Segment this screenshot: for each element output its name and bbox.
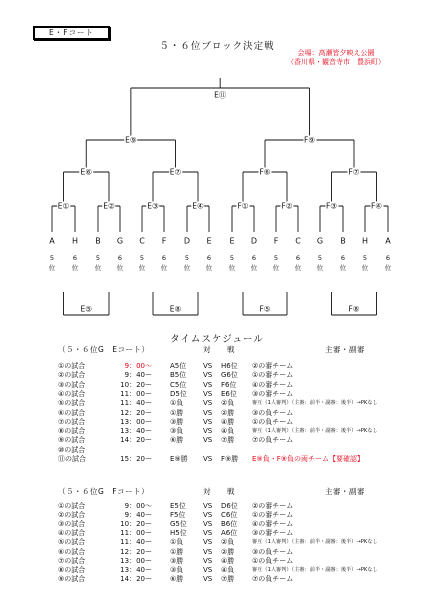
start-time: 12：20ー <box>120 408 152 417</box>
game-number: ⑤の試合 <box>58 399 86 408</box>
game-number: ②の試合 <box>58 511 86 520</box>
team-home: ⑥勝 <box>170 436 184 445</box>
match-label-round1: E② <box>103 201 115 211</box>
game-number: ⑥の試合 <box>58 547 86 556</box>
referee-team: ⑦の負チーム <box>252 574 294 583</box>
start-time: 11：00ー <box>120 529 152 538</box>
team-letter: D <box>250 236 258 246</box>
team-home: ①負 <box>170 538 184 547</box>
game-number: ③の試合 <box>58 380 86 389</box>
referee-team: ⑦の負チーム <box>252 436 294 445</box>
team-away: F6位 <box>221 380 237 389</box>
team-home: E5位 <box>170 502 186 510</box>
match-label-consolation: F⑧ <box>348 304 360 314</box>
team-away: D6位 <box>221 502 238 510</box>
team-rank-number: 5 <box>184 254 190 262</box>
start-time: 13：00ー <box>120 417 152 426</box>
team-rank-number: 5 <box>317 254 323 262</box>
team-letter: B <box>340 236 346 246</box>
team-rank-suffix: 位 <box>294 264 302 272</box>
versus-label: VS <box>203 556 213 565</box>
start-time: 11：00ー <box>120 389 152 398</box>
schedule-row <box>0 538 434 547</box>
team-home: ③勝 <box>170 417 184 426</box>
match-label-round2: E⑥ <box>80 167 92 177</box>
schedule-title: タイムスケジュール <box>170 334 264 345</box>
versus-label: VS <box>203 427 213 436</box>
schedule-row <box>0 436 434 445</box>
game-number: ⑨の試合 <box>58 574 86 583</box>
team-rank-number: 6 <box>385 254 391 262</box>
team-letter: H <box>361 236 369 246</box>
game-number: ⑦の試合 <box>58 556 86 565</box>
team-rank-suffix: 位 <box>138 264 146 272</box>
team-letter: A <box>385 236 391 246</box>
page-title: ５・６位ブロック決定戦 <box>159 41 275 52</box>
versus-label: VS <box>203 399 213 408</box>
team-home: A5位 <box>170 362 187 370</box>
game-number: ③の試合 <box>58 520 86 529</box>
team-letter: G <box>316 236 324 246</box>
versus-label: VS <box>203 362 213 370</box>
start-time: 9：00〜 <box>124 502 152 510</box>
team-letter: C <box>139 236 145 246</box>
team-away: A6位 <box>221 529 238 538</box>
team-rank-number: 5 <box>49 254 55 262</box>
schedule-row <box>0 575 434 584</box>
versus-label: VS <box>203 538 213 547</box>
game-number: ⑦の試合 <box>58 417 86 426</box>
start-time: 14：20ー <box>120 574 152 583</box>
referee-team: ②の審チーム <box>252 502 294 510</box>
schedule-row <box>0 409 434 418</box>
referee-team: ③の負チーム <box>252 547 294 556</box>
schedule-row <box>0 557 434 566</box>
team-letter: H <box>71 236 79 246</box>
referee-team: 審互（1人審判）（主審：前半・副審：後半）→PKなし <box>252 400 378 407</box>
team-away: ④勝 <box>221 556 235 565</box>
team-rank-suffix: 位 <box>71 264 79 272</box>
team-rank-number: 5 <box>95 254 101 262</box>
team-away: F⑨勝 <box>221 455 239 463</box>
game-number: ⑥の試合 <box>58 408 86 417</box>
schedule-row <box>0 418 434 427</box>
team-rank-suffix: 位 <box>228 264 236 272</box>
start-time: 9：40ー <box>124 511 152 520</box>
referee-team: E⑨負・F⑨負の両チーム【要確認】 <box>252 455 364 463</box>
team-away: B6位 <box>221 520 238 529</box>
team-home: ③勝 <box>170 556 184 565</box>
schedule-row <box>0 446 434 455</box>
schedule-row <box>0 427 434 436</box>
team-letter: B <box>95 236 101 246</box>
start-time: 14：20ー <box>120 436 152 445</box>
game-number: ①の試合 <box>58 362 86 370</box>
team-rank-suffix: 位 <box>183 264 191 272</box>
team-letter: G <box>116 236 124 246</box>
referee-team: ①の審チーム <box>252 371 294 380</box>
versus-label: VS <box>203 371 213 380</box>
referee-team: ④の審チーム <box>252 520 294 529</box>
schedule-row <box>0 381 434 390</box>
schedule-row <box>0 371 434 380</box>
match-label-semi: F⑨ <box>303 135 316 145</box>
referee-team: 審互（1人審判）（主審：前半・副審：後半）→PKなし <box>252 566 378 573</box>
match-label-final: E⑪ <box>214 90 227 100</box>
team-rank-suffix: 位 <box>384 264 392 272</box>
game-number: ②の試合 <box>58 371 86 380</box>
team-away: ④負 <box>221 427 235 436</box>
start-time: 15：20ー <box>120 455 152 463</box>
schedule-match-header: 対 戦 <box>203 487 235 496</box>
referee-team: ②の審チーム <box>252 362 294 370</box>
team-home: B5位 <box>170 371 187 380</box>
start-time: 11：40ー <box>120 399 152 408</box>
game-number: ⑨の試合 <box>58 436 86 445</box>
team-away: G6位 <box>221 371 238 380</box>
schedule-row <box>0 502 434 511</box>
versus-label: VS <box>203 511 213 520</box>
team-rank-suffix: 位 <box>316 264 324 272</box>
team-letter: F <box>161 236 167 246</box>
team-rank-suffix: 位 <box>48 264 56 272</box>
match-label-round1: E④ <box>192 201 204 211</box>
start-time: 10：20ー <box>120 380 152 389</box>
game-number: ⑩の試合 <box>58 445 86 454</box>
referee-team: 審互（1人審判）（主審：前半・副審：後半）→PKなし <box>252 428 378 435</box>
versus-label: VS <box>203 455 213 463</box>
match-label-round2: F⑦ <box>348 167 360 177</box>
versus-label: VS <box>203 547 213 556</box>
match-label-round1: F③ <box>325 201 338 211</box>
referee-team: 審互（1人審判）（主審：前半・副審：後半）→PKなし <box>252 539 378 546</box>
versus-label: VS <box>203 502 213 510</box>
team-rank-suffix: 位 <box>339 264 347 272</box>
schedule-row <box>0 529 434 538</box>
versus-label: VS <box>203 389 213 398</box>
referee-team: ①の負チーム <box>252 417 294 426</box>
team-away: E6位 <box>221 389 237 398</box>
game-number: ①の試合 <box>58 502 86 510</box>
team-away: ②勝 <box>221 408 235 417</box>
team-rank-suffix: 位 <box>116 264 124 272</box>
team-away: ⑦勝 <box>221 436 235 445</box>
team-home: ①負 <box>170 399 184 408</box>
team-letter: E <box>229 236 235 246</box>
team-rank-number: 6 <box>161 254 167 262</box>
start-time: 9：00〜 <box>124 362 152 370</box>
game-number: ⑧の試合 <box>58 427 86 436</box>
game-number: ⑧の試合 <box>58 565 86 574</box>
court-tag: E・Fコート <box>33 26 110 40</box>
match-label-round2: E⑦ <box>169 167 182 177</box>
match-label-consolation: E⑧ <box>169 304 182 314</box>
venue-name: 会場：高瀬皆夕映え公園 <box>297 49 375 57</box>
team-rank-number: 6 <box>295 254 301 262</box>
team-rank-number: 6 <box>251 254 257 262</box>
team-home: ⑥勝 <box>170 574 184 583</box>
team-away: ④負 <box>221 565 235 574</box>
match-label-semi: E⑨ <box>125 135 137 145</box>
team-away: H6位 <box>221 362 238 370</box>
team-home: C5位 <box>170 380 187 389</box>
team-home: G5位 <box>170 520 187 529</box>
schedule-row <box>0 520 434 529</box>
team-rank-number: 5 <box>139 254 145 262</box>
team-rank-number: 5 <box>273 254 279 262</box>
team-rank-suffix: 位 <box>94 264 102 272</box>
team-rank-suffix: 位 <box>250 264 258 272</box>
team-letter: C <box>295 236 301 246</box>
versus-label: VS <box>203 520 213 529</box>
start-time: 12：20ー <box>120 547 152 556</box>
match-label-consolation: E⑤ <box>80 304 92 314</box>
start-time: 13：00ー <box>120 556 152 565</box>
team-rank-suffix: 位 <box>361 264 369 272</box>
match-label-round2: F⑥ <box>259 167 271 177</box>
referee-team: ③の負チーム <box>252 408 294 417</box>
start-time: 11：40ー <box>120 538 152 547</box>
venue-location: （香川県・観音寺市 豊浜町） <box>287 57 385 66</box>
team-away: ②勝 <box>221 547 235 556</box>
referee-team: ③の審チーム <box>252 529 294 538</box>
team-letter: D <box>183 236 191 246</box>
team-rank-suffix: 位 <box>160 264 168 272</box>
schedule-group-label: （５・６位G Eコート） <box>58 345 150 354</box>
versus-label: VS <box>203 436 213 445</box>
team-rank-number: 6 <box>117 254 123 262</box>
match-label-round1: E① <box>57 201 70 211</box>
schedule-match-header: 対 戦 <box>203 345 235 354</box>
schedule-row <box>0 399 434 408</box>
versus-label: VS <box>203 408 213 417</box>
schedule-row <box>0 566 434 575</box>
team-away: ②負 <box>221 399 235 408</box>
team-home: E⑨勝 <box>170 455 188 463</box>
versus-label: VS <box>203 565 213 574</box>
team-rank-suffix: 位 <box>205 264 213 272</box>
versus-label: VS <box>203 529 213 538</box>
team-rank-number: 6 <box>206 254 212 262</box>
team-rank-number: 6 <box>72 254 78 262</box>
referee-team: ④の審チーム <box>252 380 294 389</box>
match-label-round1: F② <box>281 201 293 211</box>
team-home: H5位 <box>170 529 187 538</box>
match-label-round1: E③ <box>147 201 159 211</box>
schedule-group-label: （５・６位G Fコート） <box>58 487 150 496</box>
team-away: C6位 <box>221 511 238 520</box>
schedule-row <box>0 390 434 399</box>
schedule-row <box>0 511 434 520</box>
start-time: 10：20ー <box>120 520 152 529</box>
schedule-row <box>0 362 434 371</box>
team-home: ③負 <box>170 565 184 574</box>
game-number: ④の試合 <box>58 529 86 538</box>
schedule-row <box>0 455 434 464</box>
referee-team: ③の審チーム <box>252 389 294 398</box>
start-time: 13：40ー <box>120 565 152 574</box>
team-away: ⑦勝 <box>221 574 235 583</box>
versus-label: VS <box>203 380 213 389</box>
match-label-round1: F① <box>237 201 249 211</box>
game-number: ⑤の試合 <box>58 538 86 547</box>
versus-label: VS <box>203 574 213 583</box>
team-rank-number: 5 <box>362 254 368 262</box>
game-number: ④の試合 <box>58 389 86 398</box>
team-rank-number: 6 <box>340 254 346 262</box>
team-letter: A <box>49 236 55 246</box>
start-time: 9：40ー <box>124 371 152 380</box>
match-label-consolation: F⑤ <box>259 304 271 314</box>
team-home: ①勝 <box>170 547 184 556</box>
team-rank-suffix: 位 <box>272 264 280 272</box>
team-home: ③負 <box>170 427 184 436</box>
team-letter: F <box>273 236 279 246</box>
game-number: ⑪の試合 <box>58 455 86 463</box>
team-away: ②負 <box>221 538 235 547</box>
team-home: D5位 <box>170 389 187 398</box>
team-letter: E <box>206 236 212 246</box>
schedule-referee-header: 主審・副審 <box>325 487 365 496</box>
schedule-referee-header: 主審・副審 <box>325 345 365 354</box>
match-label-round1: F④ <box>370 201 383 211</box>
team-rank-number: 5 <box>229 254 235 262</box>
referee-team: ①の負チーム <box>252 556 294 565</box>
schedule-row <box>0 548 434 557</box>
start-time: 13：40ー <box>120 427 152 436</box>
versus-label: VS <box>203 417 213 426</box>
referee-team: ①の審チーム <box>252 511 294 520</box>
team-home: ①勝 <box>170 408 184 417</box>
team-away: ④勝 <box>221 417 235 426</box>
team-home: F5位 <box>170 511 186 520</box>
